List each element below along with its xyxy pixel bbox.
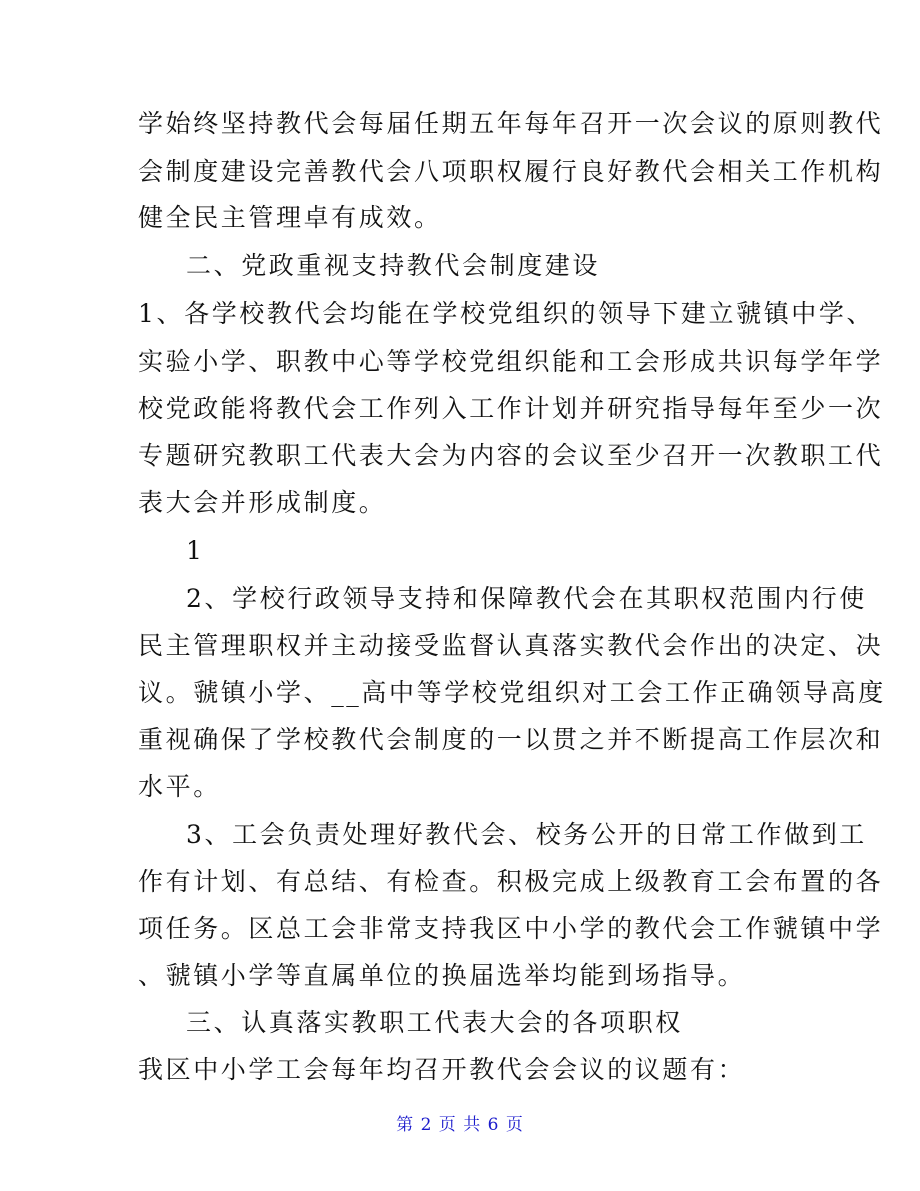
text-line: 重视确保了学校教代会制度的一以贯之并不断提高工作层次和	[138, 725, 884, 754]
text-line: 专题研究教职工代表大会为内容的会议至少召开一次教职工代	[138, 441, 884, 470]
section-heading: 三、认真落实教职工代表大会的各项职权	[186, 1008, 683, 1037]
text-line: 表大会并形成制度。	[138, 488, 387, 517]
text-line: 我区中小学工会每年均召开教代会会议的议题有：	[138, 1055, 746, 1084]
text-line: 2、学校行政领导支持和保障教代会在其职权范围内行使	[186, 584, 867, 613]
text-line: 水平。	[138, 772, 221, 801]
text-line: 校党政能将教代会工作列入工作计划并研究指导每年至少一次	[138, 394, 884, 423]
text-line: 民主管理职权并主动接受监督认真落实教代会作出的决定、决	[138, 631, 884, 660]
text-line: 会制度建设完善教代会八项职权履行良好教代会相关工作机构	[138, 157, 884, 186]
text-line: 健全民主管理卓有成效。	[138, 203, 442, 232]
page-footer: 第 2 页 共 6 页	[396, 1115, 524, 1135]
text-line: 学始终坚持教代会每届任期五年每年召开一次会议的原则教代	[138, 109, 884, 138]
page-number-marker: 1	[186, 536, 205, 565]
text-line: 项任务。区总工会非常支持我区中小学的教代会工作虢镇中学	[138, 914, 884, 943]
text-line: 议。虢镇小学、__高中等学校党组织对工会工作正确领导高度	[138, 678, 886, 707]
text-line: 、虢镇小学等直属单位的换届选举均能到场指导。	[138, 961, 746, 990]
text-line: 3、工会负责处理好教代会、校务公开的日常工作做到工	[186, 820, 867, 849]
text-line: 作有计划、有总结、有检查。积极完成上级教育工会布置的各	[138, 867, 884, 896]
text-line: 实验小学、职教中心等学校党组织能和工会形成共识每学年学	[138, 347, 884, 376]
section-heading: 二、党政重视支持教代会制度建设	[186, 251, 601, 280]
text-line: 1、各学校教代会均能在学校党组织的领导下建立虢镇中学、	[138, 299, 875, 328]
